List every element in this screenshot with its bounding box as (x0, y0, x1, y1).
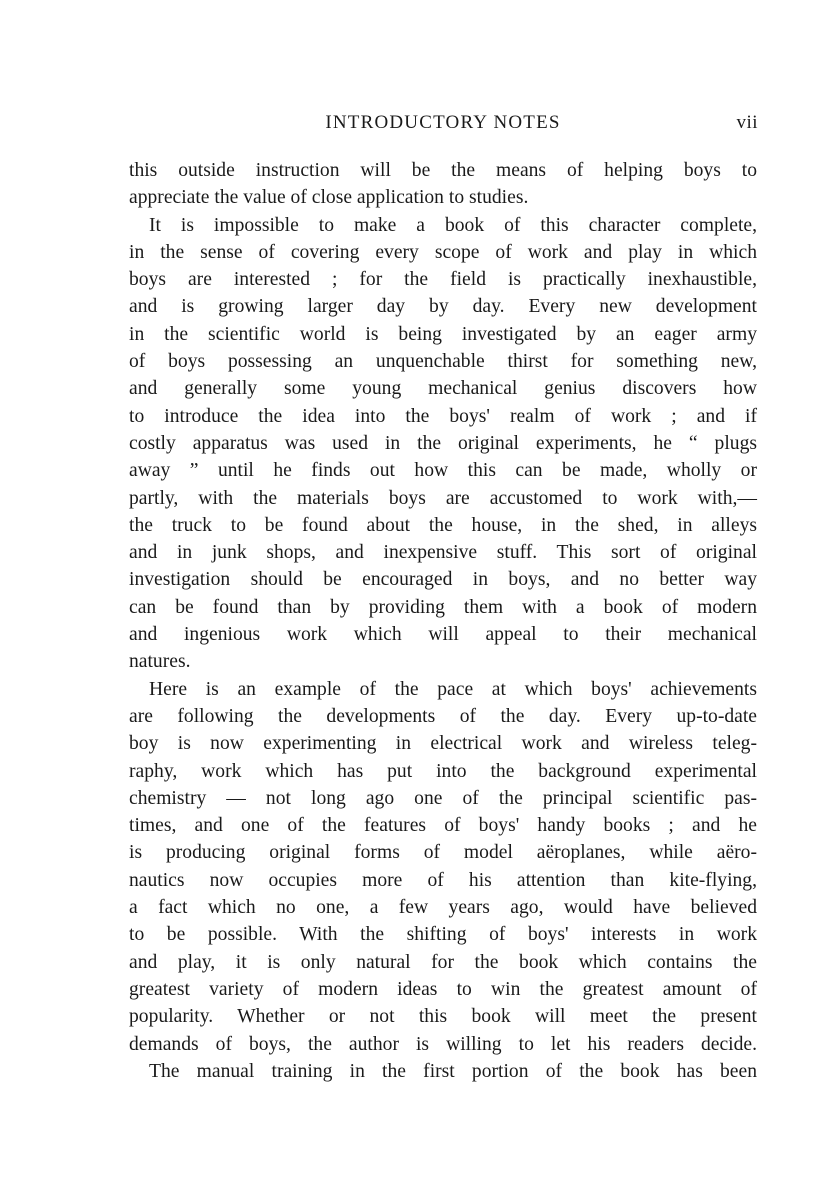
text-line: can be found than by providing them with a book of modern (129, 596, 757, 618)
running-head (128, 112, 758, 136)
text-line: and ingenious work which will appeal to their mechanical (129, 624, 757, 646)
text-line: the truck to be found about the house, in the shed, in alleys (129, 514, 757, 536)
chapter-title: INTRODUCTORY NOTES (325, 112, 561, 133)
text-line: natures. (129, 651, 191, 673)
text-line: and is growing larger day by day. Every new development (129, 296, 757, 318)
page-number: vii (736, 112, 758, 133)
text-line: chemistry — not long ago one of the principal scientific pas- (129, 787, 757, 809)
text-line: demands of boys, the author is willing to let his readers decide. (129, 1033, 757, 1055)
text-line: It is impossible to make a book of this character complete, (149, 214, 757, 236)
text-line: popularity. Whether or not this book will meet the present (129, 1006, 757, 1028)
text-line: in the sense of covering every scope of work and play in which (129, 241, 757, 263)
text-line: and play, it is only natural for the book which contains the (129, 951, 757, 973)
text-line: to introduce the idea into the boys' realm of work ; and if (129, 405, 757, 427)
text-line: a fact which no one, a few years ago, would have believed (129, 897, 757, 919)
text-line: is producing original forms of model aëroplanes, while aëro- (129, 842, 757, 864)
text-line: times, and one of the features of boys' handy books ; and he (129, 815, 757, 837)
body-text (129, 157, 757, 1085)
text-line: and in junk shops, and inexpensive stuff. This sort of original (129, 542, 757, 564)
text-line: boys are interested ; for the field is practically inexhaustible, (129, 269, 757, 291)
text-line: in the scientific world is being investigated by an eager army (129, 323, 757, 345)
text-line: investigation should be encouraged in boys, and no better way (129, 569, 757, 591)
text-line: The manual training in the first portion of the book has been (149, 1060, 757, 1082)
text-line: costly apparatus was used in the original experiments, he “ plugs (129, 432, 757, 454)
text-line: to be possible. With the shifting of boys' interests in work (129, 924, 757, 946)
text-line: this outside instruction will be the means of helping boys to (129, 160, 757, 181)
text-line: and generally some young mechanical genius discovers how (129, 378, 757, 400)
text-line: boy is now experimenting in electrical work and wireless teleg- (129, 733, 757, 755)
text-line: nautics now occupies more of his attention than kite-flying, (129, 869, 757, 891)
text-line: raphy, work which has put into the background experimental (129, 760, 757, 782)
text-line: of boys possessing an unquenchable thirst for something new, (129, 351, 757, 373)
text-line: partly, with the materials boys are accustomed to work with,— (129, 487, 757, 509)
text-line: appreciate the value of close application to studies. (129, 187, 529, 209)
text-line: Here is an example of the pace at which boys' achievements (149, 678, 757, 700)
text-line: are following the developments of the day. Every up-to-date (129, 705, 757, 727)
text-line: away ” until he finds out how this can be made, wholly or (129, 460, 757, 482)
text-line: greatest variety of modern ideas to win the greatest amount of (129, 978, 757, 1000)
